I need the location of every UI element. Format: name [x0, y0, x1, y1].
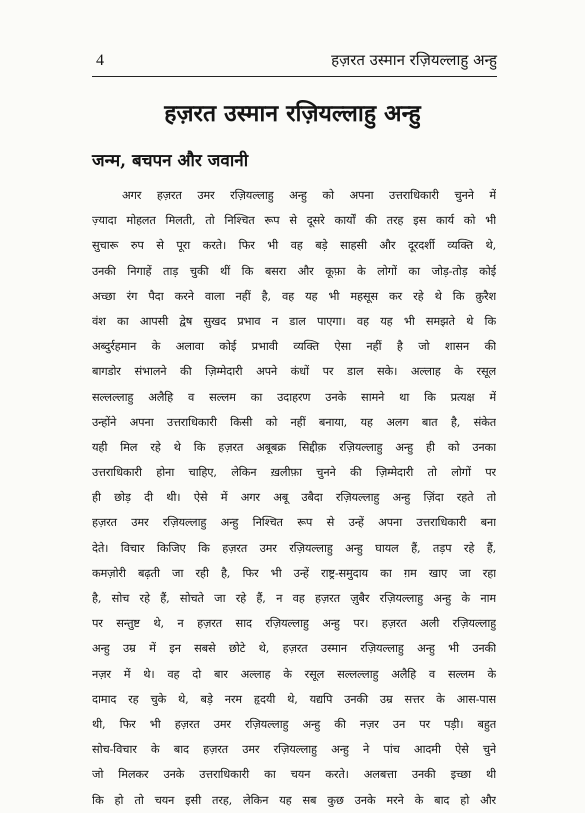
body-text	[92, 183, 496, 813]
text-line: उत्तराधिकारी होना चाहिए, लेकिन ख़लीफ़ा चुनने की ज़िम्मेदारी तो लोगों पर	[92, 465, 496, 480]
text-line: हज़रत उमर रज़ियल्लाहु अन्हु निश्चित रूप से उन्हें अपना उत्तराधिकारी बना	[92, 515, 496, 530]
text-line: पर सन्तुष्ट थे, न हज़रत साद रज़ियल्लाहु अन्हु पर। हज़रत अली रज़ियल्लाहु	[92, 616, 496, 631]
text-line: कि हो तो चयन इसी तरह, लेकिन यह सब कुछ उनके मरने के बाद हो और	[92, 792, 496, 807]
text-line: अच्छा रंग पैदा करने वाला नहीं है, वह यह भी महसूस कर रहे थे कि क़ुरैश	[92, 288, 496, 303]
text-line: यही मिल रहे थे कि हज़रत अबूबक्र सिद्दीक़ रज़ियल्लाहु अन्हु ही को उनका	[92, 439, 496, 454]
section-heading: जन्म, बचपन और जवानी	[92, 151, 249, 171]
text-line: बागडोर संभालने की ज़िम्मेदारी अपने कंधों पर डाल सके। अल्लाह के रसूल	[92, 364, 496, 379]
text-line: अगर हज़रत उमर रज़ियल्लाहु अन्हु को अपना उत्तराधिकारी चुनने में	[122, 188, 496, 202]
text-line: सुचारू रुप से पूरा करते। फिर भी वह बड़े साहसी और दूरदर्शी व्यक्ति थे,	[92, 238, 496, 253]
text-line: देते। विचार किजिए कि हज़रत उमर रज़ियल्लाहु अन्हु घायल हैं, तड़प रहे हैं,	[92, 540, 496, 555]
text-line: उन्होंने अपना उत्तराधिकारी किसी को नहीं बनाया, यह अलग बात है, संकेत	[92, 414, 496, 429]
text-line: है, सोच रहे हैं, सोचते जा रहे हैं, न वह हज़रत ज़ुबैर रज़ियल्लाहु अन्हु के नाम	[92, 591, 496, 605]
text-line: नज़र में थे। वह दो बार अल्लाह के रसूल सल्लल्लाहु अलैहि व सल्लम के	[92, 666, 496, 681]
text-line: कमज़ोरी बढ़ती जा रही है, फिर भी उन्हें राष्ट्र-समुदाय का ग़म खाए जा रहा	[92, 565, 496, 580]
page-number: 4	[96, 52, 104, 69]
text-line: सल्लल्लाहु अलैहि व सल्लम का उदाहरण उनके सामने था कि प्रत्यक्ष में	[92, 389, 496, 404]
text-line: सोच-विचार के बाद हज़रत उमर रज़ियल्लाहु अन्हु ने पांच आदमी ऐसे चुने	[92, 742, 496, 757]
text-line: अब्दुर्रहमान के अलावा कोई प्रभावी व्यक्ति ऐसा नहीं है जो शासन की	[92, 339, 496, 354]
running-header	[92, 48, 497, 77]
text-line: थी, फिर भी हज़रत उमर रज़ियल्लाहु अन्हु की नज़र उन पर पड़ी। बहुत	[92, 716, 496, 731]
running-title: हज़रत उस्मान रज़ियल्लाहु अन्हु	[331, 51, 497, 69]
text-line: जो मिलकर उनके उत्तराधिकारी का चयन करते। अलबत्ता उनकी इच्छा थी	[92, 767, 496, 782]
text-line: अन्हु उम्र में इन सबसे छोटे थे, हज़रत उस्मान रज़ियल्लाहु अन्हु भी उनकी	[92, 641, 496, 656]
text-line: उनकी निगाहें ताड़ चुकी थीं कि बसरा और कूफ़ा के लोगों का जोड़-तोड़ कोई	[92, 263, 496, 278]
chapter-title: हज़रत उस्मान रज़ियल्लाहु अन्हु	[164, 100, 421, 127]
text-line: दामाद रह चुके थे, बड़े नरम हृदयी थे, यद्यपि उनकी उम्र सत्तर के आस-पास	[92, 691, 496, 706]
text-line: ही छोड़ दी थी। ऐसे में अगर अबू उबैदा रज़ियल्लाहु अन्हु ज़िंदा रहते तो	[92, 490, 496, 505]
text-line: वंश का आपसी द्वेष सुखद प्रभाव न डाल पाएगा। वह यह भी समझते थे कि	[92, 313, 496, 328]
text-line: ज़्यादा मोहलत मिलती, तो निश्चित रूप से दूसरे कार्यों की तरह इस कार्य को भी	[92, 213, 496, 228]
